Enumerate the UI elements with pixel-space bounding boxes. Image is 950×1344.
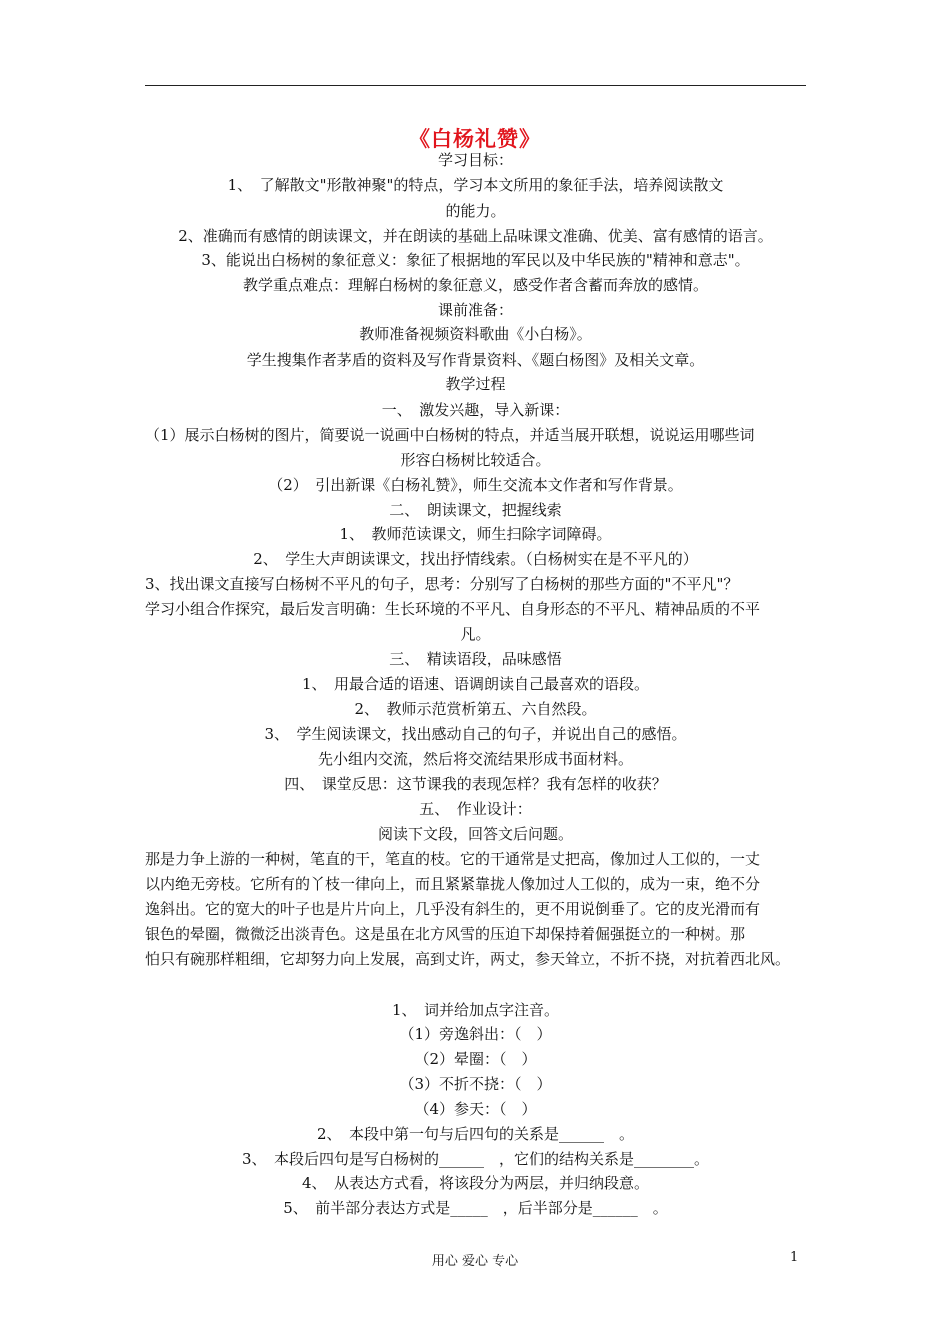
passage-line: 银色的晕圈，微微泛出淡青色。这是虽在北方风雪的压迫下却保持着倔强挺立的一种树。那 <box>145 925 746 943</box>
text-line: 凡。 <box>460 625 491 643</box>
text-line: 学生搜集作者茅盾的资料及写作背景资料、《题白杨图》及相关文章。 <box>246 351 705 369</box>
text-line: 学习目标： <box>437 151 513 169</box>
page-number: 1 <box>790 1250 799 1265</box>
question-line: （3）不折不挠：（ ） <box>399 1075 552 1093</box>
text-line: 教学过程 <box>445 375 506 393</box>
question-line: 2、 本段中第一句与后四句的关系是______ 。 <box>316 1125 635 1143</box>
text-line: 的能力。 <box>445 202 506 220</box>
passage-line: 逸斜出。它的宽大的叶子也是片片向上，几乎没有斜生的，更不用说倒垂了。它的皮光滑而有 <box>145 900 761 918</box>
passage-line: 以内绝无旁枝。它所有的丫枝一律向上，而且紧紧靠拢人像加过人工似的，成为一束，绝不分 <box>145 875 761 893</box>
text-line: 先小组内交流，然后将交流结果形成书面材料。 <box>317 750 633 768</box>
text-line: 二、 朗读课文，把握线索 <box>389 501 562 519</box>
text-line: 3、找出课文直接写白杨树不平凡的句子，思考：分别写了白杨树的那些方面的"不平凡"？ <box>145 575 739 593</box>
question-line: （1）旁逸斜出：（ ） <box>399 1025 552 1043</box>
text-line: 1、 用最合适的语速、语调朗读自己最喜欢的语段。 <box>301 675 650 693</box>
question-line: 4、 从表达方式看，将该段分为两层，并归纳段意。 <box>301 1174 650 1192</box>
question-line: 1、 词并给加点字注音。 <box>391 1001 560 1019</box>
text-line: 课前准备： <box>437 301 513 319</box>
header-rule <box>145 85 806 86</box>
text-line: 一、 激发兴趣，导入新课： <box>381 401 570 419</box>
text-line: 三、 精读语段，品味感悟 <box>389 650 562 668</box>
passage-line: 那是力争上游的一种树，笔直的干，笔直的枝。它的干通常是丈把高，像加过人工似的，一丈 <box>145 850 761 868</box>
question-line: （4）参天：（ ） <box>414 1100 537 1118</box>
passage-line: 怕只有碗那样粗细，它却努力向上发展，高到丈许，两丈，参天耸立，不折不挠，对抗着西北风。 <box>145 950 791 968</box>
text-line: 3、 学生阅读课文，找出感动自己的句子，并说出自己的感悟。 <box>264 725 687 743</box>
text-line: 2、 学生大声朗读课文，找出抒情线索。（白杨树实在是不平凡的） <box>253 550 698 568</box>
question-line: （2）晕圈：（ ） <box>414 1050 537 1068</box>
text-line: 2、准确而有感情的朗读课文，并在朗读的基础上品味课文准确、优美、富有感情的语言。 <box>178 227 773 245</box>
text-line: 阅读下文段，回答文后问题。 <box>377 825 573 843</box>
text-line: 教师准备视频资料歌曲《小白杨》。 <box>359 325 592 343</box>
text-line: 1、 了解散文"形散神聚"的特点，学习本文所用的象征手法，培养阅读散文 <box>227 176 724 194</box>
text-line: 形容白杨树比较适合。 <box>400 451 551 469</box>
text-line: 1、 教师范读课文，师生扫除字词障碍。 <box>339 525 612 543</box>
question-line: 5、 前半部分表达方式是_____ ，后半部分是______ 。 <box>283 1199 668 1217</box>
text-line: 教学重点难点：理解白杨树的象征意义，感受作者含蓄而奔放的感情。 <box>242 276 708 294</box>
text-line: （1）展示白杨树的图片，简要说一说画中白杨树的特点，并适当展开联想，说说运用哪些词 <box>145 426 755 444</box>
text-line: 五、 作业设计： <box>419 800 532 818</box>
text-line: （2） 引出新课《白杨礼赞》，师生交流本文作者和写作背景。 <box>268 476 683 494</box>
text-line: 3、能说出白杨树的象征意义：象征了根据地的军民以及中华民族的"精神和意志"。 <box>201 251 750 269</box>
question-line: 3、 本段后四句是写白杨树的______ ，它们的结构关系是________。 <box>241 1150 710 1168</box>
page-footer-text: 用心 爱心 专心 <box>431 1254 519 1269</box>
text-line: 四、 课堂反思：这节课我的表现怎样？我有怎样的收获？ <box>284 775 667 793</box>
document-title: 《白杨礼赞》 <box>409 126 541 151</box>
text-line: 2、 教师示范赏析第五、六自然段。 <box>354 700 597 718</box>
text-line: 学习小组合作探究，最后发言明确：生长环境的不平凡、自身形态的不平凡、精神品质的不平 <box>145 600 761 618</box>
